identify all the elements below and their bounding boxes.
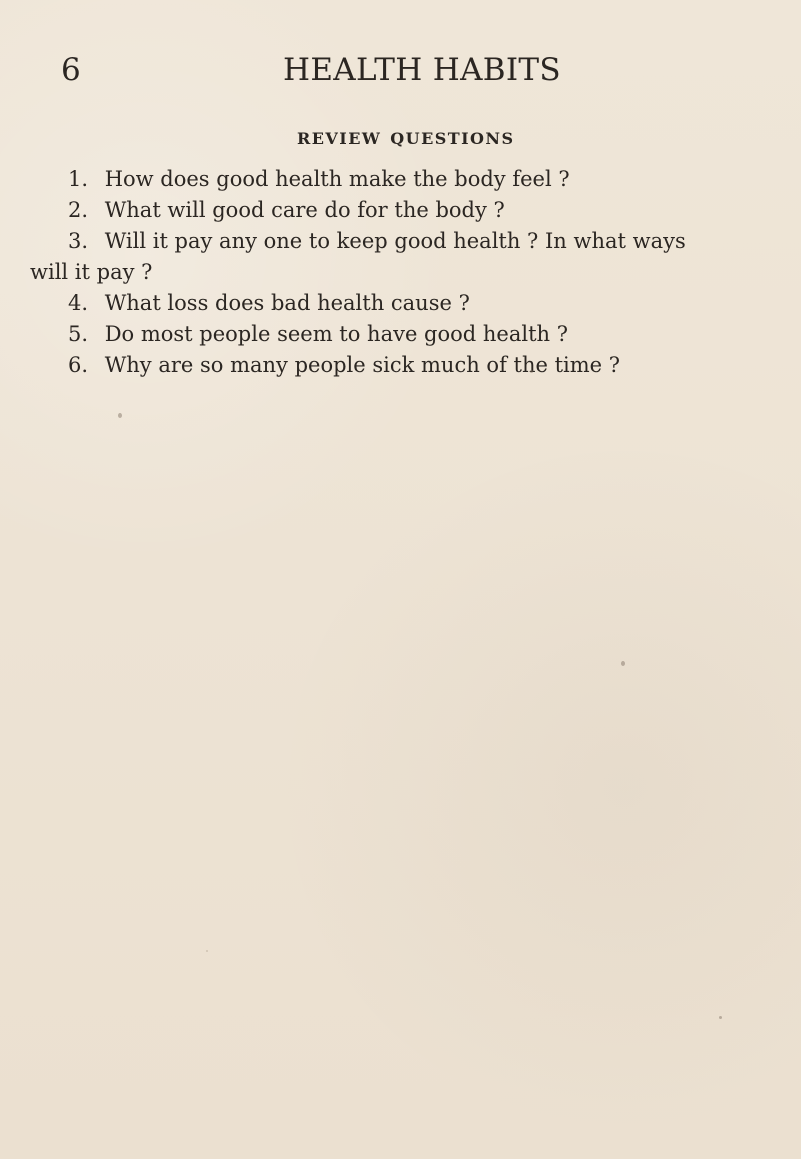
question-item (30, 226, 748, 288)
question-number: 1. (68, 167, 89, 191)
question-number: 5. (68, 322, 89, 346)
question-number: 6. (68, 353, 89, 377)
question-text: Why are so many people sick much of the time ? (104, 353, 621, 377)
question-item (68, 350, 748, 381)
paper-speck (118, 413, 122, 418)
paper-speck (206, 950, 208, 952)
running-head: HEALTH HABITS (283, 52, 561, 88)
question-number: 4. (68, 291, 89, 315)
paper-speck (621, 661, 625, 666)
paper-speck (719, 1016, 722, 1019)
question-item (68, 288, 748, 319)
question-text: What will good care do for the body ? (104, 198, 505, 222)
question-item (68, 195, 748, 226)
review-questions-list (30, 164, 748, 381)
question-number: 3. (68, 229, 89, 253)
question-text: Do most people seem to have good health ? (104, 322, 568, 346)
question-text: What loss does bad health cause ? (104, 291, 470, 315)
page-number: 6 (61, 52, 81, 88)
section-title: REVIEW QUESTIONS (297, 129, 515, 148)
paper-speck (530, 370, 533, 373)
question-number: 2. (68, 198, 89, 222)
question-text-line-1: Will it pay any one to keep good health ? In what ways (104, 229, 686, 253)
question-text-line-2: will it pay ? (30, 260, 153, 284)
question-text: How does good health make the body feel ? (104, 167, 570, 191)
question-item (68, 164, 748, 195)
question-item (68, 319, 748, 350)
